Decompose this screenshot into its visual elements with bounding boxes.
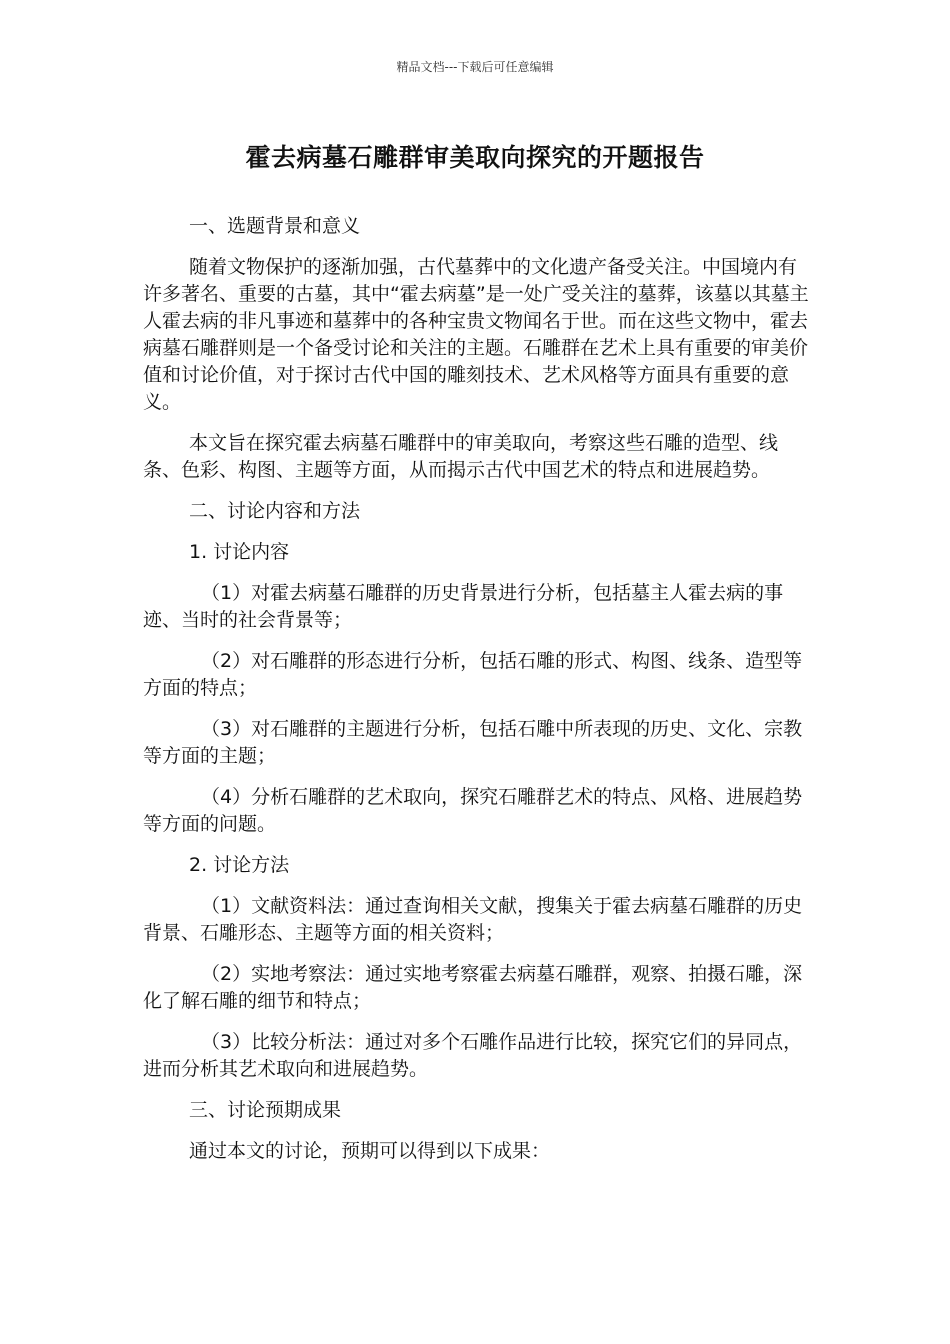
research-content-item-1: （1）对霍去病墓石雕群的历史背景进行分析，包括墓主人霍去病的事迹、当时的社会背景等； <box>143 582 784 631</box>
header-note: 精品文档---下载后可任意编辑 <box>396 60 554 74</box>
section-2-1-heading: 1. 讨论内容 <box>189 541 290 563</box>
document-body <box>143 213 815 1179</box>
research-method-item-3: （3）比较分析法：通过对多个石雕作品进行比较，探究它们的异同点，进而分析其艺术取向和进展趋势。 <box>143 1031 803 1080</box>
research-content-item-4: （4）分析石雕群的艺术取向，探究石雕群艺术的特点、风格、进展趋势等方面的问题。 <box>143 786 803 835</box>
section-3-paragraph-1: 通过本文的讨论，预期可以得到以下成果： <box>189 1140 551 1162</box>
section-2-heading: 二、讨论内容和方法 <box>189 500 361 522</box>
section-1-paragraph-2: 本文旨在探究霍去病墓石雕群中的审美取向，考察这些石雕的造型、线条、色彩、构图、主题等方面，从而揭示古代中国艺术的特点和进展趋势。 <box>143 432 779 481</box>
section-1-paragraph-1: 随着文物保护的逐渐加强，古代墓葬中的文化遗产备受关注。中国境内有许多著名、重要的古墓，其中“霍去病墓”是一处广受关注的墓葬，该墓以其墓主人霍去病的非凡事迹和墓葬中的各种宝贵文物闻名于世。而在这些文物中，霍去病墓石雕群则是一个备受讨论和关注的主题。石雕群在艺术上具有重要的审美价值和讨论价值，对于探讨古代中国的雕刻技术、艺术风格等方面具有重要的意义。 <box>143 256 809 413</box>
section-3-heading: 三、讨论预期成果 <box>189 1099 342 1121</box>
section-2-2-heading: 2. 讨论方法 <box>189 854 290 876</box>
research-content-item-3: （3）对石雕群的主题进行分析，包括石雕中所表现的历史、文化、宗教等方面的主题； <box>143 718 803 767</box>
section-1-heading: 一、选题背景和意义 <box>189 215 361 237</box>
research-method-item-2: （2）实地考察法：通过实地考察霍去病墓石雕群，观察、拍摄石雕，深化了解石雕的细节和特点； <box>143 963 803 1012</box>
research-method-item-1: （1）文献资料法：通过查询相关文献，搜集关于霍去病墓石雕群的历史背景、石雕形态、主题等方面的相关资料； <box>143 895 803 944</box>
document-title: 霍去病墓石雕群审美取向探究的开题报告 <box>245 143 705 172</box>
research-content-item-2: （2）对石雕群的形态进行分析，包括石雕的形式、构图、线条、造型等方面的特点； <box>143 650 803 699</box>
